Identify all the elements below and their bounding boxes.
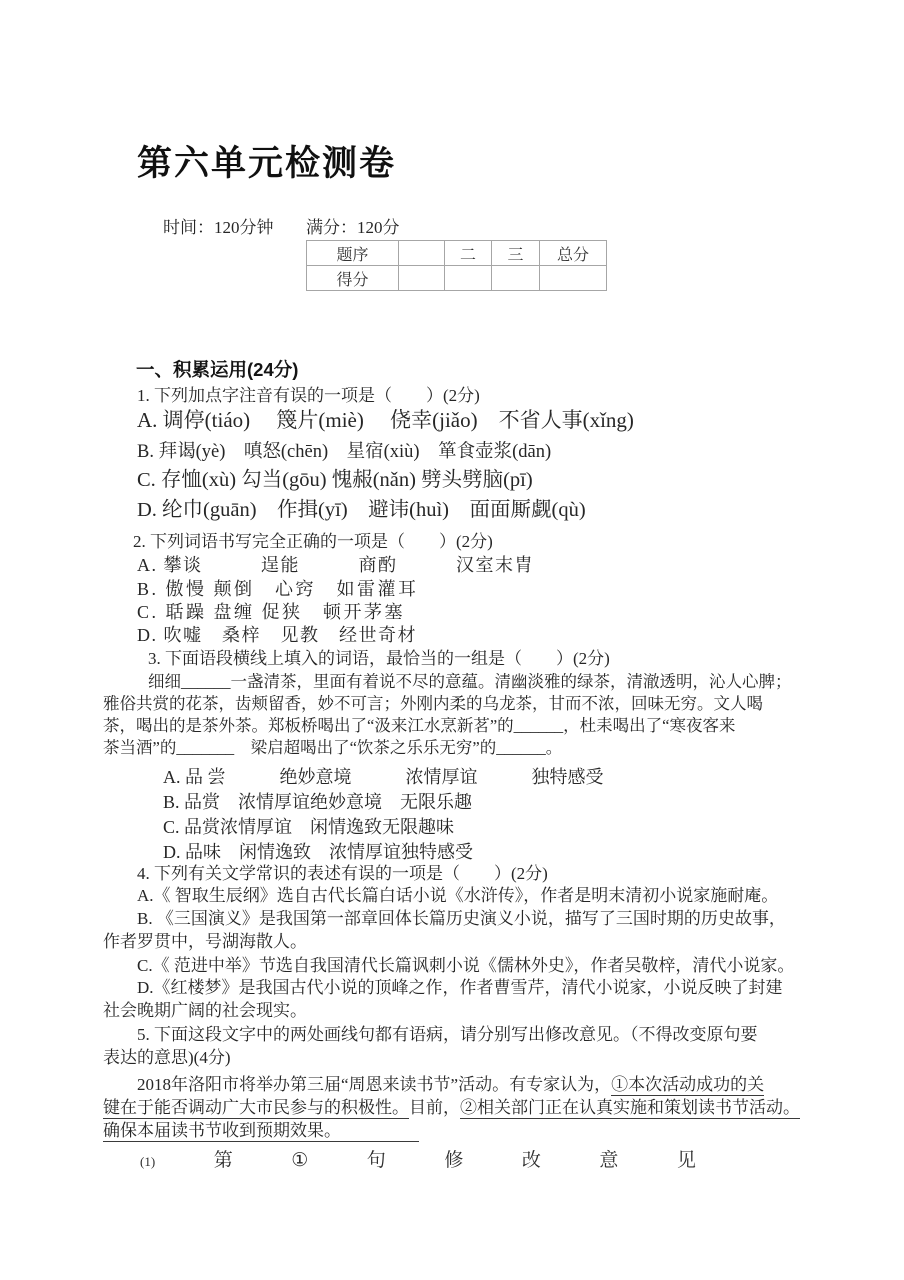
q4-option-c: C.《 范进中举》节选自我国清代长篇讽刺小说《儒林外史》，作者吴敬梓，清代小说家。 <box>137 956 795 975</box>
q3-passage-line-3: 茶，喝出的是茶外茶。郑板桥喝出了“汲来江水烹新茗”的______，杜耒喝出了“寒夜客来 <box>103 716 736 735</box>
full-score-label: 满分：120分 <box>306 218 400 237</box>
answer-item: ① <box>291 1150 309 1171</box>
q5-sentence1-underlined: ①本次活动成功的关 <box>611 1075 765 1094</box>
score-table <box>306 240 607 291</box>
q1-option-a: A. 调停(tiáo) 篾片(miè) 侥幸(jiǎo) 不省人事(xǐng) <box>137 408 634 432</box>
q3-passage-line-4: 茶当酒”的_______ 梁启超喝出了“饮茶之乐乐无穷”的______。 <box>103 738 563 757</box>
q3-option-a: A. 品 尝 绝妙意境 浓情厚谊 独特感受 <box>163 767 604 787</box>
score-table-cell: 二 <box>445 241 492 266</box>
q1-option-b: B. 拜谒(yè) 嗔怒(chēn) 星宿(xiù) 箪食壶浆(dān) <box>137 442 552 462</box>
score-table-cell <box>399 266 445 291</box>
q2-option-c: C. 聒躁 盘缠 促狭 顿开茅塞 <box>137 602 406 622</box>
q5-passage-plain-text: 2018年洛阳市将举办第三届“周恩来读书节”活动。有专家认为， <box>137 1075 612 1094</box>
answer-item: 见 <box>676 1150 696 1171</box>
q5-answer-row <box>140 1145 696 1172</box>
q5-stem-line-2: 表达的意思)(4分) <box>103 1048 231 1067</box>
score-table-cell <box>445 266 492 291</box>
q4-option-d: D.《红楼梦》是我国古代小说的顶峰之作，作者曹雪芹，清代小说家，小说反映了封建 <box>137 978 783 997</box>
time-label: 时间：120分钟 <box>163 218 274 237</box>
answer-item-number: (1) <box>140 1154 156 1169</box>
score-table-header-row <box>307 241 607 266</box>
q4-option-b-cont: 作者罗贯中，号湖海散人。 <box>103 932 307 951</box>
q2-option-a: A. 攀谈 逞能 商酌 汉室末胄 <box>137 555 534 575</box>
q5-stem-line-1: 5. 下面这段文字中的两处画线句都有语病，请分别写出修改意见。（不得改变原句要 <box>137 1025 758 1044</box>
score-table-cell <box>492 266 540 291</box>
q2-option-d: D. 吹嘘 桑梓 见教 经世奇材 <box>137 625 417 645</box>
score-table-cell: 题序 <box>307 241 399 266</box>
q3-option-b: B. 品赏 浓情厚谊绝妙意境 无限乐趣 <box>163 792 473 812</box>
q3-passage-line-1: 细细______一盏清茶，里面有着说不尽的意蕴。清幽淡雅的绿茶，清澈透明，沁人心脾； <box>148 672 792 691</box>
answer-item: 意 <box>599 1150 619 1171</box>
score-table-cell: 三 <box>492 241 540 266</box>
q5-sentence2-underlined-cont: 确保本届读书节收到预期效果。 <box>103 1121 419 1142</box>
q1-option-c: C. 存恤(xù) 勾当(gōu) 愧赧(nǎn) 劈头劈脑(pī) <box>137 469 533 491</box>
q1-stem: 1. 下列加点字注音有误的一项是（ ）(2分) <box>137 386 480 405</box>
q2-stem: 2. 下列词语书写完全正确的一项是（ ）(2分) <box>133 532 493 551</box>
q1-option-d: D. 纶巾(guān) 作揖(yī) 避讳(huì) 面面厮觑(qù) <box>137 499 586 521</box>
score-table-cell <box>399 241 445 266</box>
exam-title: 第六单元检测卷 <box>137 144 397 183</box>
score-table-score-row <box>307 266 607 291</box>
answer-item: 第 <box>213 1150 233 1171</box>
q3-stem: 3. 下面语段横线上填入的词语，最恰当的一组是（ ）(2分) <box>148 649 610 668</box>
q2-option-b: B. 傲慢 颠倒 心窍 如雷灌耳 <box>137 579 419 599</box>
q4-option-a: A.《 智取生辰纲》选自古代长篇白话小说《水浒传》，作者是明末清初小说家施耐庵。 <box>137 886 779 905</box>
q3-option-d: D. 品味 闲情逸致 浓情厚谊独特感受 <box>163 842 473 862</box>
score-table-cell: 总分 <box>540 241 607 266</box>
answer-item: 修 <box>444 1150 464 1171</box>
q4-option-b: B. 《三国演义》是我国第一部章回体长篇历史演义小说，描写了三国时期的历史故事， <box>137 909 786 928</box>
q5-passage-plain-text: 目前， <box>409 1098 460 1117</box>
q4-option-d-cont: 社会晚期广阔的社会现实。 <box>103 1001 307 1020</box>
q5-passage-line-3 <box>103 1120 419 1141</box>
section-heading: 一、积累运用(24分) <box>136 359 299 380</box>
q5-passage-line-2 <box>103 1097 800 1118</box>
answer-item: 句 <box>366 1150 386 1171</box>
q5-sentence1-underlined-cont: 键在于能否调动广大市民参与的积极性。 <box>103 1098 409 1117</box>
q4-stem: 4. 下列有关文学常识的表述有误的一项是（ ）(2分) <box>137 864 548 883</box>
q5-sentence2-underlined: ②相关部门正在认真实施和策划读书节活动。 <box>460 1098 800 1117</box>
q3-passage-line-2: 雅俗共赏的花茶，齿颊留香，妙不可言；外刚内柔的乌龙茶，甘而不浓，回味无穷。文人喝 <box>103 694 763 713</box>
q3-option-c: C. 品赏浓情厚谊 闲情逸致无限趣味 <box>163 817 455 837</box>
score-table-cell: 得分 <box>307 266 399 291</box>
score-table-cell <box>540 266 607 291</box>
q5-passage-line-1 <box>137 1074 764 1095</box>
answer-item: 改 <box>521 1150 541 1171</box>
